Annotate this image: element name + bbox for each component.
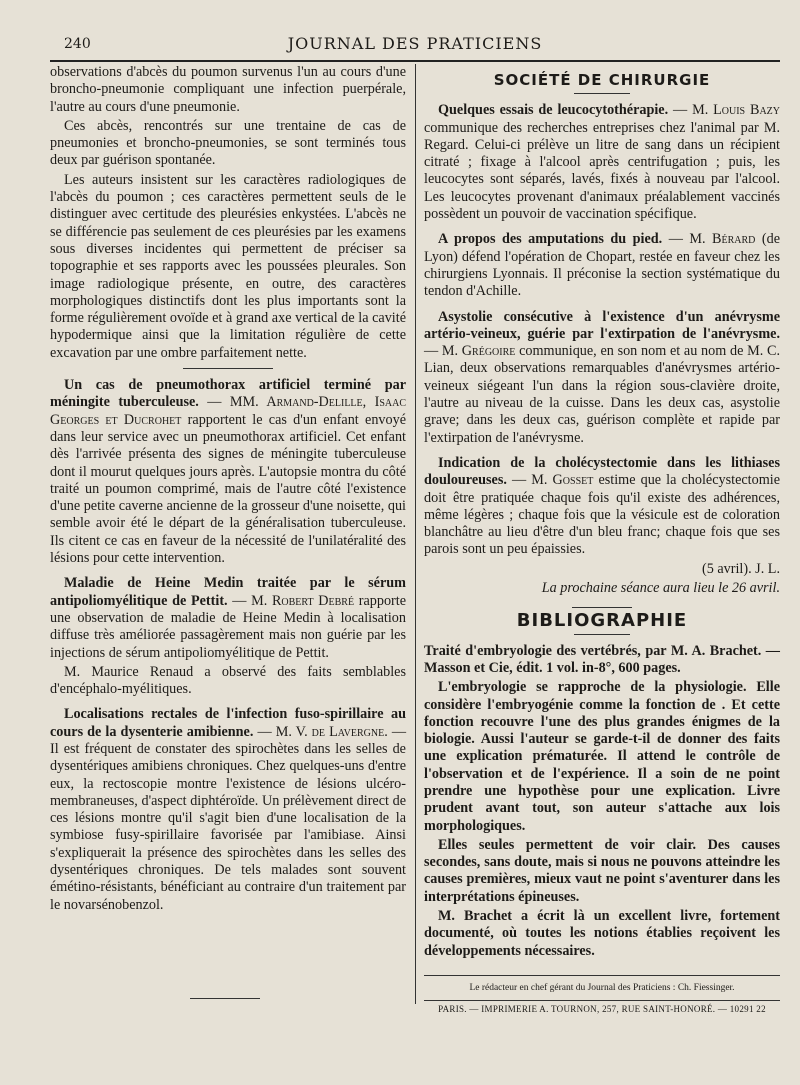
article-authors: — M. Bérard (668, 231, 756, 248)
section-title-societe: SOCIÉTÉ DE CHIRURGIE (493, 71, 711, 89)
article-leucocytotherapie (424, 102, 780, 223)
article-text: rapportent le cas d'un enfant envoyé dans leur service avec un pneumothorax artificiel. Cet enfant dès l'arrivée présenta des signes de méningite tuberculeuse dont il mourut quelques jours après. L'autopsie montra du côté traité un poumon comprimé, mais de l'autre côté l'existence d'une petite caverne ancienne de la grosseur d'une noisette, qui semble avoir été le départ de la généralisation tuberculeuse. Ils citent ce cas en faveur de la nécessité de l'unilatéralité des lésions pour cette intervention. (50, 411, 406, 567)
article-authors: — M. Grégoire (424, 343, 516, 360)
article-text: (de Lyon) défend l'opération de Chopart, restée en faveur chez les chirurgiens Lyonnais. Il préconise la section systématique du tendon d'Achille. (424, 231, 781, 300)
left-column (50, 64, 406, 916)
article-pneumothorax (50, 377, 406, 567)
book-ref: par M. A. Brachet. — Masson et Cie, édit. 1 vol. in-8°, 600 pages. (424, 642, 780, 676)
printer-imprint: PARIS. — IMPRIMERIE A. TOURNON, 257, RUE SAINT-HONORÉ. — 10291 22 (438, 1004, 766, 1014)
page-header (50, 34, 780, 58)
article-authors: — M. Gosset (512, 472, 594, 489)
intro-paragraph-1: observations d'abcès du poumon survenus l'un au cours d'une broncho-pneumonie compliquant une infection puerpérale, l'autre au cours d'une pneumonie. (50, 64, 406, 115)
column-divider (415, 64, 416, 1004)
article-title: A propos des amputations du pied. (438, 231, 663, 248)
section-rule (574, 93, 630, 94)
right-column (424, 64, 780, 962)
book-title: Traité d'embryologie des vertébrés, (424, 642, 641, 659)
article-fuso-spirillaire (50, 706, 406, 914)
separator-rule (572, 607, 632, 608)
section-rule (574, 634, 630, 635)
biblio-paragraph-1: L'embryologie se rapproche de la physiologie. Elle considère l'embryogénie comme la fonction de . Et cette fonction recouvre l'une des plus grandes énigmes de la biologie. Aussi l'auteur se garde-t-il de donner des faits une explication prématurée. Il attend le contrôle de l'observation et de l'expérience. Il a soin de ne point prendre une hypothèse pour une explication. Livre prudent avant tout, son auteur s'attache aux lois morphologiques. (424, 679, 780, 834)
article-text: communique, en son nom et au nom de M. C. Lian, deux observations remarquables d'anévrysmes artério-veineux siégeant l'un dans la région sous-clavière droite, l'autre au niveau de la cuisse. Dans les deux cas, asystolie grave; dans les deux cas, guérison complète et rapide par l'extirpation de l'anévrysme. (424, 343, 780, 446)
biblio-paragraph-2: Elles seules permettent de voir clair. Des causes secondes, sans doute, mais si nous ne pouvons atteindre les causes premières, mieux vaut ne point s'aventurer dans les interprétations épineuses. (424, 836, 780, 905)
article-text: rapporte une observation de maladie de Heine Medin à localisation diffuse très améliorée passagèrement mais non guérie par les injections de sérum antipoliomyélitique de Pettit. (50, 592, 407, 661)
separator-rule (183, 368, 273, 369)
journal-title: JOURNAL DES PRATICIENS (287, 34, 543, 53)
article-title: Asystolie consécutive à l'existence d'un anévrysme artério-veineux, guérie par l'extirpation de l'anévrysme. (424, 308, 780, 342)
article-authors: — MM. Armand-Delille, Isaac Georges et Ducrohet (50, 394, 407, 428)
article-amputations (424, 231, 780, 300)
footer-rule (424, 975, 780, 976)
editor-note: Le rédacteur en chef gérant du Journal des Praticiens : Ch. Fiessinger. (469, 983, 735, 993)
section-title-bibliographie: BIBLIOGRAPHIE (516, 610, 688, 632)
next-session-note: La prochaine séance aura lieu le 26 avril. (541, 580, 780, 597)
intro-paragraph-3: Les auteurs insistent sur les caractères radiologiques de l'abcès du poumon ; ces caractères permettent seuls de le distinguer avec certitude des pleurésies enkystées. L'abcès ne se différencie pas seulement de ces pleurésies par les examens sous diverses incidentes qui permettent de préciser sa topographie et ses rapports avec les poussées pleurales. Son image radiologique présente, en outre, des caractères morphologiques distinctifs dont les plus importants sont la forme régulièrement ovoïde et à grand axe vertical de la cavité hypodermique ainsi que la limitation régulière de cette excavation par une ombre parfaitement nette. (50, 171, 406, 361)
article-text: communique des recherches entreprises chez l'animal par M. Regard. Celui-ci prélève un litre de sang dans un récipient citraté ; fixage à l'alcool après centrifugation ; puis, les leucocytes sont séparés, lavés, fixés à nouveau par l'alcool. Les leucocytes provenant d'animaux préalablement vaccinés possèdent un pouvoir de vaccination spécifique. (424, 119, 780, 223)
article-heine-medin-followup: M. Maurice Renaud a observé des faits semblables d'encéphalo-myélitiques. (50, 663, 406, 698)
footer-rule (424, 1000, 780, 1001)
article-cholecystectomie (424, 455, 780, 559)
article-authors: — M. V. de Lavergne. (257, 723, 388, 740)
article-title: Un cas de pneumothorax artificiel terminé par méningite tuberculeuse. (50, 377, 406, 411)
article-asystolie (424, 309, 780, 447)
signature: (5 avril). J. L. (701, 560, 780, 577)
article-authors: — M. Louis Bazy (673, 102, 780, 119)
article-title: Localisations rectales de l'infection fuso-spirillaire au cours de la dysenterie amibienne. (50, 706, 406, 740)
biblio-paragraph-3: M. Brachet a écrit là un excellent livre, fortement documenté, où toutes les notions établies reçoivent les développements nécessaires. (424, 908, 780, 959)
article-authors: — M. Robert Debré (232, 592, 355, 609)
article-title: Maladie de Heine Medin traitée par le sérum antipoliomyélitique de Pettit. (50, 575, 406, 609)
article-text: estime que la cholécystectomie doit être pratiquée chaque fois qu'il existe des adhérences, même légères ; chaque fois que la vésicule est de coloration blanchâtre au lieu d'être d'un bleu franc; chaque fois que ses parois sont un peu épaissies. (424, 472, 780, 558)
article-title: Quelques essais de leucocytothérapie. (438, 102, 669, 119)
article-title: Indication de la cholécystectomie dans les lithiases douloureuses. (424, 454, 780, 489)
column-end-rule (190, 998, 260, 999)
page-number: 240 (64, 36, 91, 52)
header-rule (50, 60, 780, 62)
intro-paragraph-2: Ces abcès, rencontrés sur une trentaine de cas de pneumonies et broncho-pneumonies, se sont terminés tous deux par guérison spontanée. (50, 117, 406, 169)
article-heine-medin (50, 575, 406, 661)
article-text: — Il est fréquent de constater des spirochètes dans les selles de dysentériques amibiens chroniques. Chez quelques-uns d'entre eux, la rectoscopie montre l'existence de lésions ulcéro-membraneuses, d'aspect diphtéroïde. Un prélèvement direct de ces lésions montre qu'il s'agit bien d'une localisation de la symbiose fusy-spirillaire favorisée par l'amibiase. Ainsi s'expliquerait la présence des spirochètes dans les selles des dysentériques chroniques. De tels malades sont souvent émétino-résistants, bénéficiant au contraire d'un traitement par le novarsénobenzol. (50, 723, 407, 913)
biblio-reference (424, 643, 780, 678)
